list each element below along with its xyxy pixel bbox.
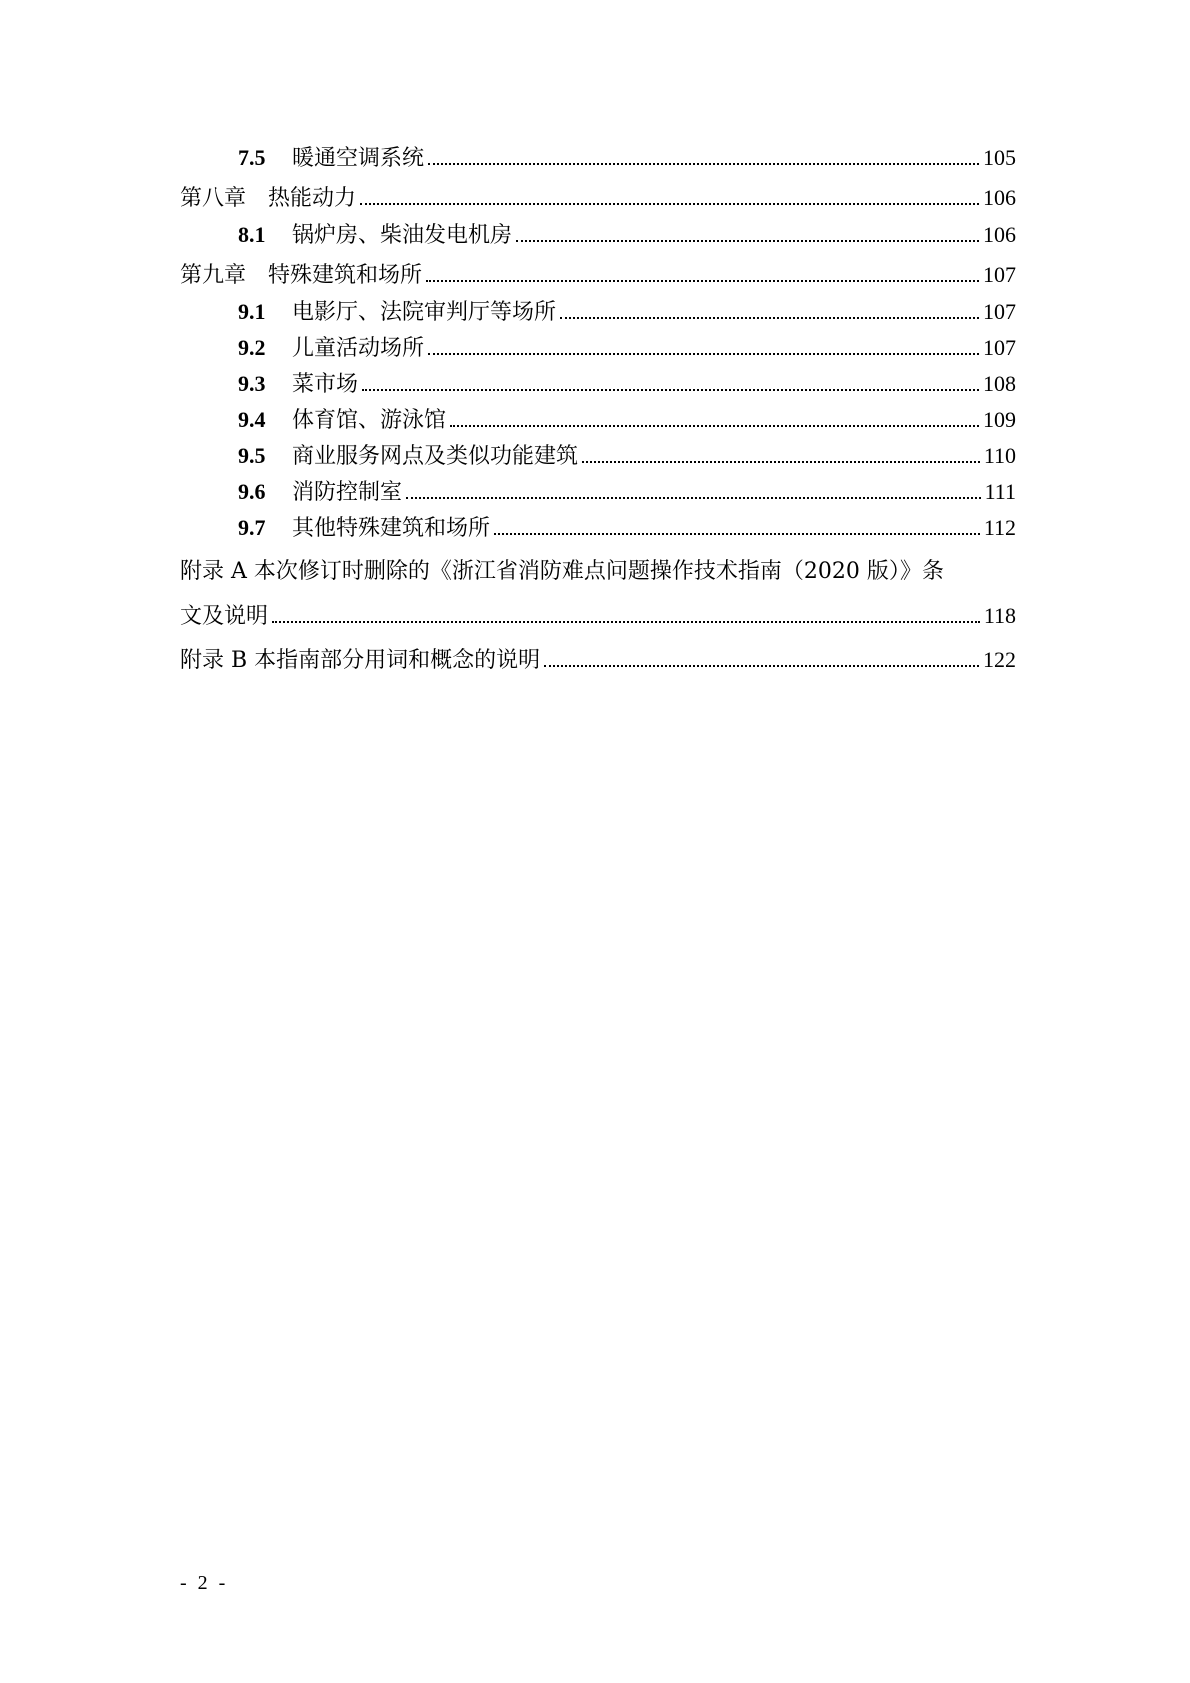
toc-entry-page: 112 <box>983 515 1016 540</box>
dot-leader <box>426 280 979 282</box>
toc-entry-appendix-a-line1[interactable] <box>180 560 1016 584</box>
toc-entry-chapter-8[interactable] <box>180 186 1016 211</box>
toc-entry-9-3[interactable] <box>180 372 1016 397</box>
toc-entry-label: 文及说明 <box>180 604 269 629</box>
toc-entry-label: 暖通空调系统 <box>292 146 425 171</box>
toc-entry-number: 9.4 <box>238 407 266 432</box>
toc-entry-chapter-9[interactable] <box>180 263 1016 288</box>
toc-entry-number: 9.1 <box>238 299 266 324</box>
toc-entry-page: 107 <box>983 299 1016 324</box>
toc-entry-page: 109 <box>983 407 1016 432</box>
toc-entry-label: 商业服务网点及类似功能建筑 <box>292 444 579 469</box>
toc-entry-page: 108 <box>983 371 1016 396</box>
toc-entry-page: 110 <box>983 443 1016 468</box>
dot-leader <box>406 497 981 499</box>
toc-entry-page: 105 <box>983 145 1016 170</box>
toc-entry-label: 体育馆、游泳馆 <box>292 408 447 433</box>
toc-entry-page: 118 <box>983 603 1016 628</box>
toc-entry-8-1[interactable] <box>180 223 1016 248</box>
toc-entry-label: 菜市场 <box>292 372 359 397</box>
toc-entry-label: 电影厅、法院审判厅等场所 <box>292 300 557 325</box>
dot-leader <box>494 533 980 535</box>
toc-entry-9-5[interactable] <box>180 444 1016 469</box>
dot-leader <box>544 665 979 667</box>
dot-leader <box>362 389 979 391</box>
toc-entry-label: 消防控制室 <box>292 480 403 505</box>
toc-entry-number: 9.7 <box>238 515 266 540</box>
toc-entry-7-5[interactable] <box>180 146 1016 171</box>
toc-entry-label: 锅炉房、柴油发电机房 <box>292 223 513 248</box>
dot-leader <box>360 203 979 205</box>
toc-entry-9-7[interactable] <box>180 516 1016 541</box>
toc-entry-page: 111 <box>984 479 1016 504</box>
toc-entry-label: 第九章 特殊建筑和场所 <box>180 263 423 288</box>
toc-entry-9-1[interactable] <box>180 300 1016 325</box>
toc-entry-page: 122 <box>983 647 1016 672</box>
toc-entry-appendix-b[interactable] <box>180 648 1016 673</box>
dot-leader <box>516 240 979 242</box>
toc-entry-9-6[interactable] <box>180 480 1016 505</box>
toc-entry-page: 107 <box>983 335 1016 360</box>
page-number: - 2 - <box>180 1572 229 1594</box>
toc-entry-number: 8.1 <box>238 222 266 247</box>
toc-entry-9-4[interactable] <box>180 408 1016 433</box>
toc-entry-page: 106 <box>983 185 1016 210</box>
toc-entry-number: 9.3 <box>238 371 266 396</box>
toc-entry-number: 9.5 <box>238 443 266 468</box>
dot-leader <box>428 353 979 355</box>
dot-leader <box>272 621 980 623</box>
dot-leader <box>450 425 979 427</box>
toc-entry-label: 附录 A 本次修订时删除的《浙江省消防难点问题操作技术指南（2020 版）》条 <box>180 559 944 584</box>
toc-entry-number: 7.5 <box>238 145 266 170</box>
toc-entry-number: 9.2 <box>238 335 266 360</box>
toc-entry-label: 其他特殊建筑和场所 <box>292 516 491 541</box>
dot-leader <box>582 461 980 463</box>
toc-entry-appendix-a-line2[interactable] <box>180 604 1016 629</box>
toc-entry-label: 附录 B 本指南部分用词和概念的说明 <box>180 648 541 673</box>
toc-entry-page: 106 <box>983 222 1016 247</box>
dot-leader <box>560 317 979 319</box>
dot-leader <box>428 163 979 165</box>
toc-entry-page: 107 <box>983 262 1016 287</box>
toc-entry-number: 9.6 <box>238 479 266 504</box>
toc-entry-label: 第八章 热能动力 <box>180 186 357 211</box>
toc-entry-9-2[interactable] <box>180 336 1016 361</box>
toc-entry-label: 儿童活动场所 <box>292 336 425 361</box>
